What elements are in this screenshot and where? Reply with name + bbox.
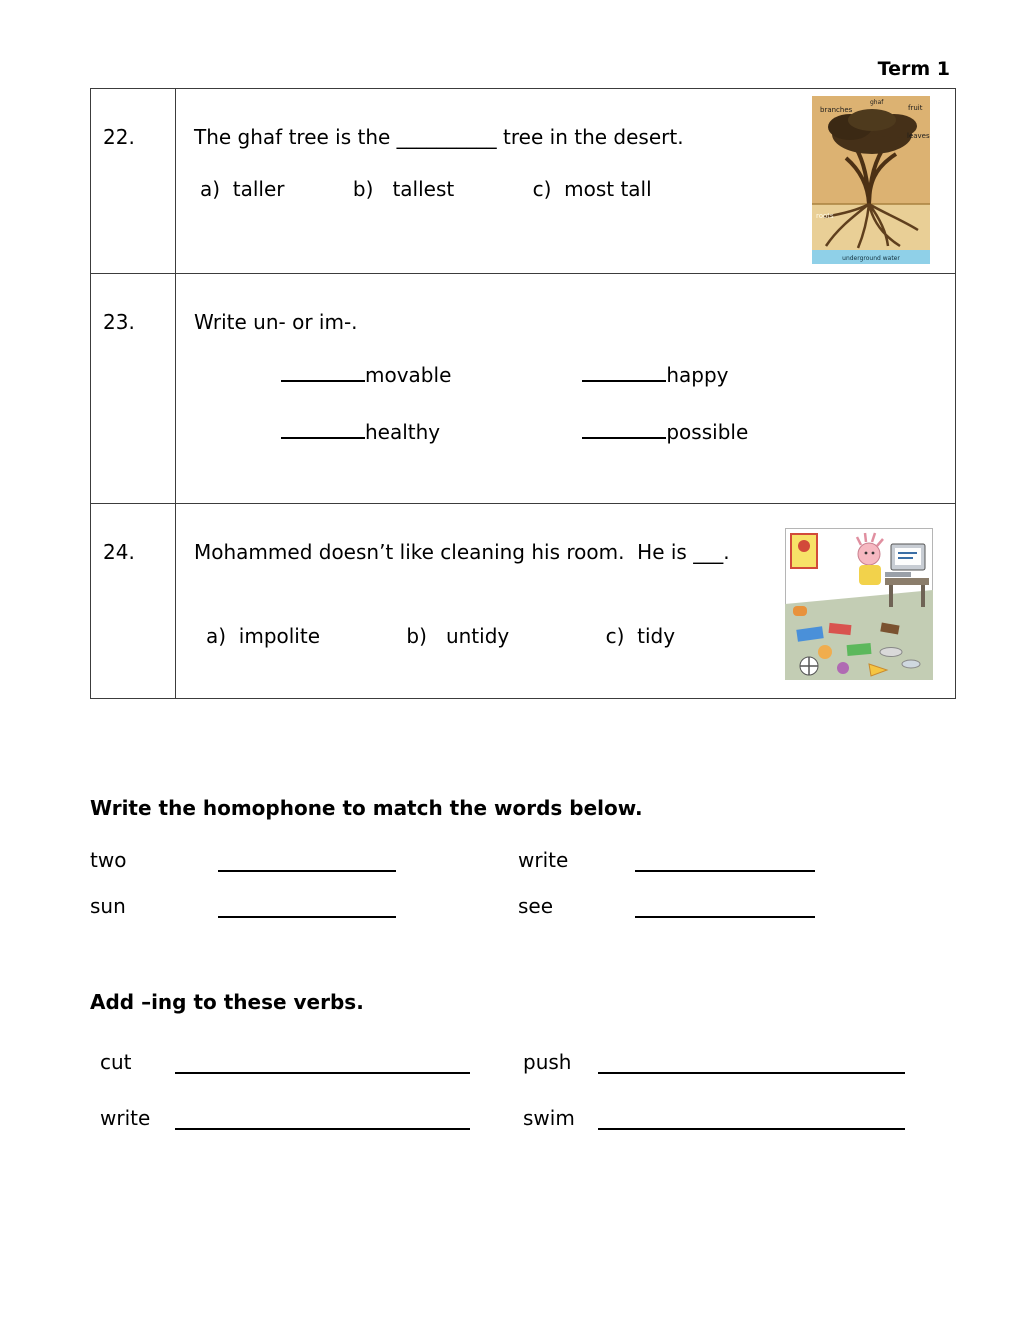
messy-room-illustration: [785, 528, 933, 680]
answer-blank: [175, 1104, 470, 1130]
verb-row: [90, 1104, 905, 1130]
answer-blank: [582, 417, 666, 439]
option-a: a) taller: [200, 177, 285, 201]
tree-label-leaves: leaves: [907, 132, 930, 140]
answer-blank: [281, 360, 365, 382]
question-22-number: 22.: [91, 89, 176, 274]
prefix-blanks-row-2: [194, 417, 955, 444]
prefix-item: [281, 417, 576, 444]
question-table: [90, 88, 956, 699]
ghaf-tree-illustration: [812, 96, 930, 264]
answer-blank: [598, 1104, 905, 1130]
answer-blank: [598, 1048, 905, 1074]
verb-word: push: [523, 1050, 572, 1074]
prefix-word: happy: [666, 363, 729, 387]
homophone-word: see: [518, 894, 554, 918]
verb-word: write: [100, 1106, 151, 1130]
question-23-text: Write un- or im-.: [194, 310, 358, 334]
answer-blank: [175, 1048, 470, 1074]
homophone-row: [90, 892, 815, 918]
answer-blank: [582, 360, 666, 382]
verb-word: cut: [100, 1050, 132, 1074]
tree-label-branches: branches: [820, 106, 853, 114]
verb-row: [90, 1048, 905, 1074]
answer-blank: [218, 846, 396, 872]
question-row-23: [91, 274, 956, 504]
option-b: b) tallest: [352, 177, 455, 201]
prefix-item: [582, 417, 748, 444]
answer-blank: [218, 892, 396, 918]
add-ing-heading: Add –ing to these verbs.: [90, 990, 364, 1014]
homophone-section: [90, 796, 815, 918]
prefix-word: healthy: [365, 420, 441, 444]
tree-label-fruit: fruit: [908, 104, 923, 112]
answer-blank: [281, 417, 365, 439]
question-24-text: Mohammed doesn’t like cleaning his room. He is ___.: [194, 540, 730, 564]
prefix-blanks-row-1: [194, 360, 955, 387]
question-22-cell: [176, 89, 956, 274]
tree-label-ghaf: ghaf: [870, 99, 884, 106]
homophone-word: two: [90, 848, 127, 872]
homophone-word: write: [518, 848, 569, 872]
option-c: c) most tall: [532, 177, 652, 201]
option-a: a) impolite: [206, 624, 321, 648]
homophone-row: [90, 846, 815, 872]
prefix-word: movable: [365, 363, 452, 387]
homophone-word: sun: [90, 894, 126, 918]
question-24-cell: [176, 504, 956, 699]
answer-blank: [635, 892, 815, 918]
question-row-22: [91, 89, 956, 274]
term-label: Term 1: [877, 58, 950, 80]
add-ing-section: [90, 990, 905, 1130]
prefix-word: possible: [666, 420, 749, 444]
tree-label-roots: roots: [816, 212, 834, 220]
prefix-item: [281, 360, 576, 387]
answer-blank: [635, 846, 815, 872]
tree-label-underground-water: underground water: [842, 255, 900, 262]
question-24-number: 24.: [91, 504, 176, 699]
option-c: c) tidy: [605, 624, 676, 648]
question-22-text: The ghaf tree is the __________ tree in the desert.: [194, 125, 684, 149]
question-23-number: 23.: [91, 274, 176, 504]
question-row-24: [91, 504, 956, 699]
prefix-item: [582, 360, 728, 387]
question-23-cell: [176, 274, 956, 504]
option-b: b) untidy: [406, 624, 510, 648]
verb-word: swim: [523, 1106, 575, 1130]
homophone-heading: Write the homophone to match the words below.: [90, 796, 643, 820]
